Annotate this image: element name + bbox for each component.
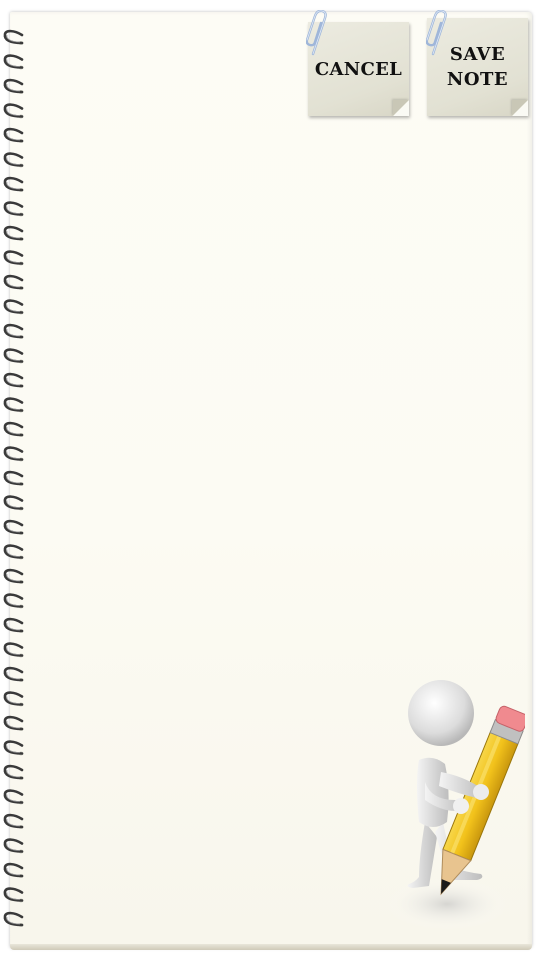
paperclip-icon xyxy=(306,10,328,56)
spiral-ring xyxy=(5,693,24,707)
spiral-ring xyxy=(5,423,24,437)
spiral-ring xyxy=(5,448,24,462)
spiral-ring xyxy=(5,840,24,854)
spiral-ring xyxy=(5,325,24,339)
spiral-ring xyxy=(5,497,24,511)
spiral-ring xyxy=(5,521,24,535)
spiral-ring xyxy=(5,105,24,119)
spiral-ring xyxy=(5,668,24,682)
spiral-ring xyxy=(5,864,24,878)
spiral-ring xyxy=(5,129,24,143)
spiral-ring xyxy=(5,472,24,486)
cancel-button-label: CANCEL xyxy=(314,58,403,80)
spiral-ring xyxy=(5,889,24,903)
stick-figure-with-pencil-icon xyxy=(385,672,525,942)
spiral-ring xyxy=(5,56,24,70)
paperclip-icon xyxy=(426,10,448,56)
spiral-ring xyxy=(5,374,24,388)
notebook-page-edge xyxy=(10,944,532,950)
spiral-ring xyxy=(5,570,24,584)
spiral-ring xyxy=(5,252,24,266)
spiral-ring xyxy=(5,546,24,560)
spiral-ring xyxy=(5,595,24,609)
spiral-ring xyxy=(5,742,24,756)
spiral-ring xyxy=(5,154,24,168)
spiral-ring xyxy=(5,766,24,780)
spiral-ring xyxy=(5,178,24,192)
spiral-ring xyxy=(5,913,24,927)
spiral-ring xyxy=(5,31,24,45)
spiral-ring xyxy=(5,350,24,364)
spiral-ring xyxy=(5,227,24,241)
spiral-ring xyxy=(5,276,24,290)
save-note-button-label: SAVE NOTE xyxy=(446,44,509,90)
spiral-ring xyxy=(5,644,24,658)
spiral-ring xyxy=(5,815,24,829)
spiral-ring xyxy=(5,301,24,315)
spiral-ring xyxy=(5,80,24,94)
spiral-ring xyxy=(5,791,24,805)
spiral-ring xyxy=(5,717,24,731)
spiral-binding-icon xyxy=(0,0,32,960)
spiral-ring xyxy=(5,399,24,413)
spiral-ring xyxy=(5,619,24,633)
spiral-ring xyxy=(5,203,24,217)
